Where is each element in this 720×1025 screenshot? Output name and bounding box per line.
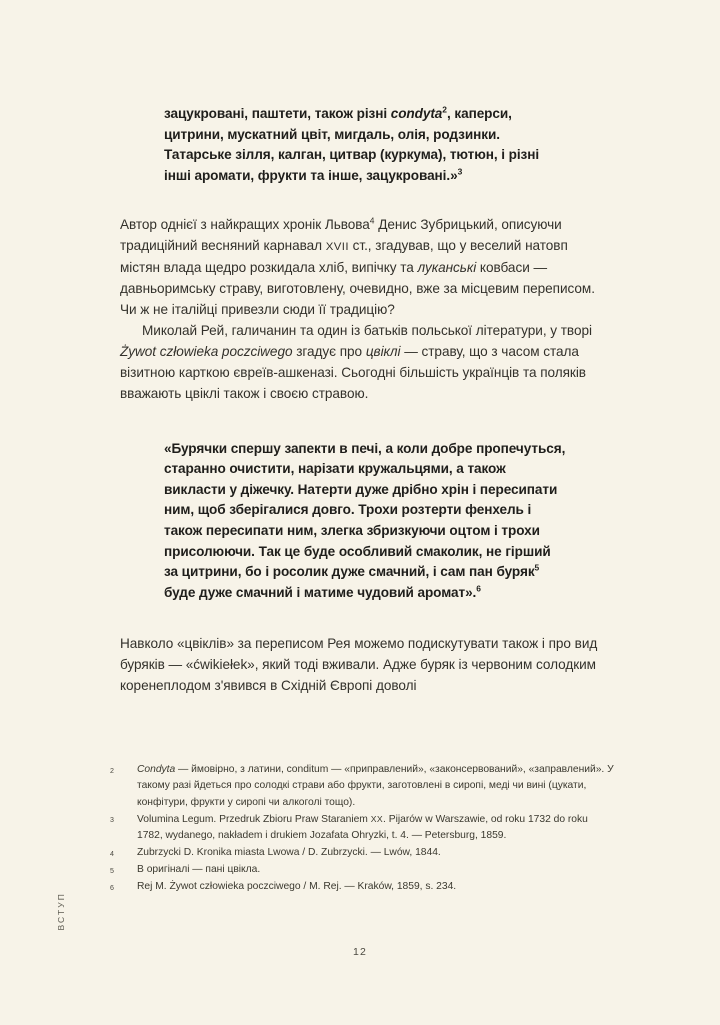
footnote-number: 2 [110,767,114,775]
main-text-column [120,104,610,697]
footnote-marker-5[interactable]: 5 [534,562,540,573]
body-text-block-upper [120,215,610,404]
p2-italic-title: Żywot człowieka poczciwego [120,343,293,359]
body-text-block-lower [120,634,610,697]
footnote-item [110,879,616,896]
footnote-number: 4 [110,849,114,858]
footnote-text [137,762,616,811]
page-number: 12 [353,946,367,958]
footnote-item [110,845,616,862]
footnote-text: В оригіналі — пані цвікла. [137,864,261,876]
paragraph-rej [120,321,610,405]
footnote-text: Zubrzycki D. Kronika miasta Lwowa / D. Zubrzycki. — Lwów, 1844. [137,846,441,858]
p2-part3: — страву, що з часом стала візитною карткою євреїв-ашкеназі. Сьогодні більшість українців та поляків вважають цвіклі також і своєю стравою. [120,343,586,401]
fn2-body: — ймовірно, з латини, conditum — «приправлений», «законсервований», «заправлений». У такому разі йдеться про солодкі страви або фрукти, заготовлені в сиропі, меді чи вині (цукати, конфітури, фрукти у сиропі чи алкоголі тощо). [137,764,614,808]
footnote-marker-3[interactable]: 3 [457,166,463,177]
p1-part1: Автор однієї з найкращих хронік Львова [120,217,370,233]
p1-part2: Денис Зубрицький, описуючи традиційний весняний карнавал [120,217,562,254]
footnote-number: 5 [110,867,114,876]
blockquote-first [164,104,566,186]
fn3-part1: Volumina Legum. Przedruk Zbioru Praw Staraniem [137,814,371,826]
fn3-part2: . Pijarów w Warszawie, od roku 1732 do roku 1782, wydanego, nakładem i drukiem Jozafata Ohryzki, t. 4. — Petersburg, 1859. [137,814,588,842]
p2-italic-tsvikli: цвіклі [365,343,401,359]
running-head-vertical: ВСТУП [56,891,66,930]
paragraph-zubrytskyi [120,215,610,321]
fn2-italic-lead: Condyta [137,764,176,775]
footnote-marker-6[interactable]: 6 [476,583,481,594]
footnotes-section [110,762,616,897]
quote2-text-1: «Бурячки спершу запекти в печі, а коли добре пропечуться, старанно очистити, нарізати кружальцями, а також викласти у діжечку. Натерти дуже дрібно хрін і пересипати ним, щоб зберігалися довго. Трохи розтерти фенхель і також пересипати ним, злегка збризкуючи оцтом і трохи присолюючи. Так це буде особливий смаколик, не гірший за цитрини, бо і росолик дуже смачний, і сам пан буряк [164,440,566,580]
spacer-after-quote-2 [120,603,610,634]
footnote-number: 6 [110,884,114,893]
p2-part2: згадує про [292,343,366,359]
footnote-item [110,811,616,845]
footnote-marker-4[interactable]: 4 [369,215,375,226]
footnote-text: Rej M. Żywot człowieka poczciwego / M. Rej. — Kraków, 1859, s. 234. [137,881,457,893]
quote2-text-2: буде дуже смачний і матиме чудовий аромат». [164,584,477,600]
p1-part4: ковбаси — давньоримську страву, виготовлену, очевидно, вже за місцевим переписом. Чи ж не італійці привезли сюди її традицію? [120,260,595,317]
quote1-text-after: , каперси, цитрини, мускатний цвіт, мигдаль, олія, родзинки. Татарське зілля, калган, цитвар (куркума), тютюн, і різні інші аромати, фрукти та інше, зацукровані.» [164,106,540,183]
footnote-item [110,862,616,879]
p1-part3: ст., згадував, що у веселий натовп містян влада щедро розкидала хліб, випічку та [120,238,568,276]
footnote-item [110,762,616,811]
footnote-text [137,811,616,845]
quote1-text-before: зацукровані, паштети, також різні [164,106,391,121]
quote1-italic-term: condyta [390,106,443,121]
fn3-smallcaps: XX [370,814,384,825]
p1-italic-lukanski: луканські [417,260,477,276]
blockquote-second [164,439,566,604]
spacer-before-quote-2 [120,405,610,439]
p2-part1: Миколай Рей, галичанин та один із батьків польської літератури, у творі [142,322,592,338]
footnote-number: 3 [110,816,114,825]
p1-smallcaps-century: XVII [325,241,349,254]
footnote-marker-2[interactable]: 2 [442,104,447,115]
paragraph-tsvikly: Навколо «цвіклів» за переписом Рея можемо подискутувати також і про вид буряків — «ćwikiełek», який тоді вживали. Адже буряк із червоним солодким коренеплодом з'явився в Східній Європі доволі [120,636,598,694]
spacer-after-quote-1 [120,186,610,215]
